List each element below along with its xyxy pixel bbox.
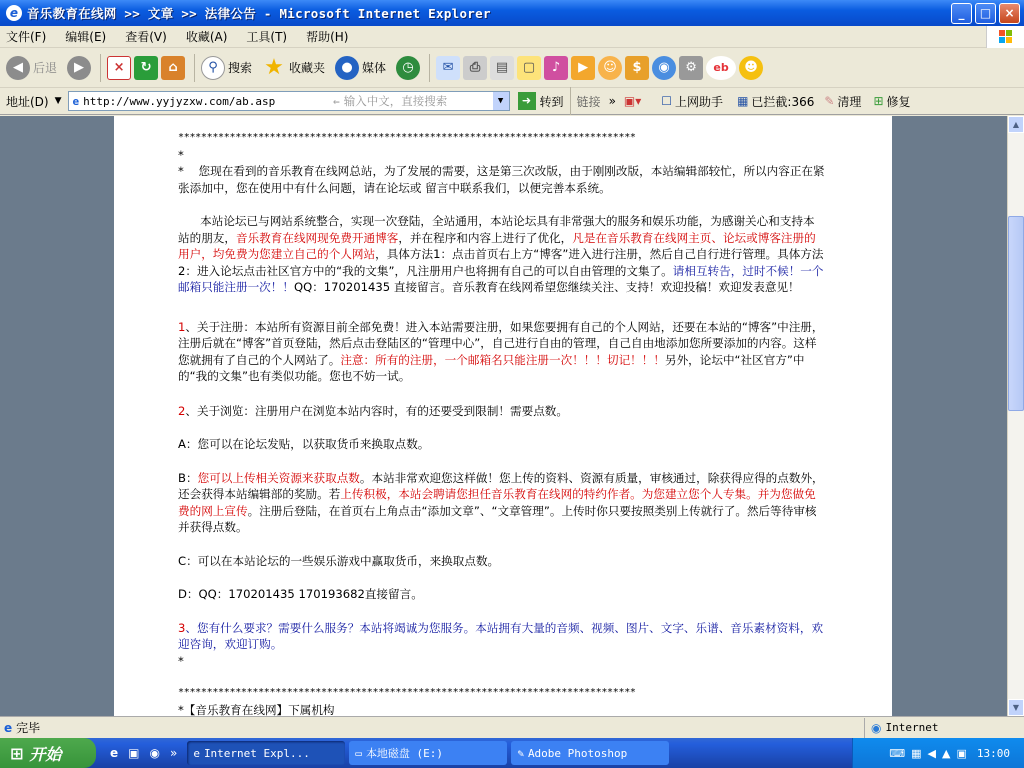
text-span: 。本站非常欢迎您这样做！您上传的资料、资源有质量，审核通过，除获得应得的点数外，还会获得本站编辑部的奖励。若 xyxy=(178,470,824,501)
windows-flag-icon: ⊞ xyxy=(10,743,24,763)
scroll-up-icon[interactable]: ▲ xyxy=(1008,116,1024,133)
repair-button[interactable]: 修复 xyxy=(886,94,911,109)
quicklaunch-ie-icon[interactable]: e xyxy=(110,746,119,760)
browse-section xyxy=(178,403,826,420)
ebay-icon[interactable]: eb xyxy=(706,56,736,80)
repair-icon[interactable]: ⊞ xyxy=(873,94,884,108)
text-span: B： xyxy=(178,470,198,485)
internet-globe-icon: ◉ xyxy=(871,720,882,735)
favorites-button[interactable]: 收藏夹 xyxy=(289,61,326,75)
status-bar xyxy=(0,716,1024,738)
section-number: 2 xyxy=(178,403,186,418)
media-icon[interactable]: ● xyxy=(335,56,359,80)
chevron-right-icon[interactable]: » xyxy=(169,746,178,760)
task-local-disk[interactable] xyxy=(349,741,507,765)
scroll-down-icon[interactable]: ▼ xyxy=(1008,699,1024,716)
blocker-icon[interactable]: ▦ xyxy=(737,94,749,108)
star-line: * xyxy=(178,147,184,162)
search-icon[interactable]: ⚲ xyxy=(201,56,225,80)
money-icon[interactable]: $ xyxy=(625,56,649,80)
option-b xyxy=(178,470,826,536)
star-line: * xyxy=(178,653,184,668)
intro-paragraph: * 您现在看到的音乐教育在线网总站，为了发展的需要，这是第三次改版，由于刚刚改版，本站编辑部较忙，所以内容正在紧张添加中，您在使用中有什么问题，请在论坛或 留言中联系我们，以便完善本系统。 xyxy=(178,164,825,195)
go-button[interactable]: 转到 xyxy=(539,94,564,109)
upload-notice: 您可以上传相关资源来获取点数 xyxy=(197,470,360,485)
search-button[interactable]: 搜索 xyxy=(228,61,253,75)
messenger-icon[interactable]: ♪ xyxy=(544,56,568,80)
quicklaunch-media-icon[interactable]: ◉ xyxy=(149,746,160,760)
start-label: 开始 xyxy=(29,744,62,764)
title-bar xyxy=(0,0,1024,26)
links-button[interactable]: 链接 xyxy=(576,94,601,109)
section-number: 1 xyxy=(178,319,186,334)
task-photoshop[interactable] xyxy=(511,741,669,765)
register-warning: 注意：所有的注册，一个邮箱名只能注册一次！！！切记！！！ xyxy=(340,352,665,367)
taskbar xyxy=(0,738,1024,768)
address-bar xyxy=(0,88,1024,115)
history-icon[interactable]: ◷ xyxy=(396,56,420,80)
status-text: 完毕 xyxy=(16,721,41,735)
maximize-button[interactable]: □ xyxy=(975,3,996,24)
search-placeholder: 输入中文，直接搜索 xyxy=(343,94,448,108)
forward-arrow-icon[interactable]: ▶ xyxy=(67,56,91,80)
section-number: 3 xyxy=(178,620,186,635)
scroll-thumb[interactable] xyxy=(1008,216,1024,411)
affiliates-heading: *【音乐教育在线网】下属机构 xyxy=(178,702,335,716)
clean-button[interactable]: 清理 xyxy=(837,94,862,109)
service-text: 、您有什么要求？需要什么服务？本站将竭诚为您服务。本站拥有大量的音频、视频、图片、文字、乐谱、音乐素材资料，欢迎咨询，欢迎订购。 xyxy=(178,620,824,651)
clock[interactable]: 13:00 xyxy=(976,746,1010,760)
option-d: D：QQ：170201435 170193682直接留言。 xyxy=(178,587,423,601)
page-viewport xyxy=(0,116,1007,716)
discuss-icon[interactable]: ▢ xyxy=(517,56,541,80)
blog-link[interactable]: 音乐教育在线网现免费开通博客 xyxy=(235,230,399,245)
back-arrow-icon[interactable]: ◀ xyxy=(6,56,30,80)
toolbar-divider xyxy=(194,54,195,82)
left-arrow-icon: ⇐ xyxy=(333,94,340,108)
start-button[interactable] xyxy=(0,738,96,768)
window-title: 音乐教育在线网 >> 文章 >> 法律公告 - Microsoft Internet Explorer xyxy=(27,6,491,21)
text-span: 、关于浏览：注册用户在浏览本站内容时，有的还要受到限制！需要点数。 xyxy=(185,403,568,418)
dropdown-arrow-icon[interactable]: ▼ xyxy=(493,92,509,110)
system-tray xyxy=(852,738,1024,768)
vertical-scrollbar[interactable] xyxy=(1007,116,1024,716)
back-button[interactable]: 后退 xyxy=(33,61,58,75)
text-span: ，并在程序和内容上进行了优化， xyxy=(398,230,573,245)
option-c: C：可以在本站论坛的一些娱乐游戏中赢取货币，来换取点数。 xyxy=(178,553,500,568)
network-icon[interactable]: ▣ xyxy=(956,746,967,760)
standard-toolbar xyxy=(0,48,1024,88)
star-divider: ******************************************************************************** xyxy=(178,132,636,143)
article-page xyxy=(114,116,892,716)
photoshop-icon: ✎ xyxy=(517,746,524,760)
refresh-icon[interactable]: ↻ xyxy=(134,56,158,80)
text-span: QQ：170201435 直接留言。音乐教育在线网希望您继续关注、支持！欢迎投稿！欢迎发表意见！ xyxy=(293,280,800,294)
tab-icon[interactable]: ▣▾ xyxy=(623,94,642,108)
player-icon[interactable]: ▶ xyxy=(571,56,595,80)
address-url: http://www.yyjyzxw.com/ab.asp xyxy=(83,94,276,108)
home-icon[interactable]: ⌂ xyxy=(161,56,185,80)
author-notice: 上传积极，本站会聘请您担任音乐教育在线网的特约作者。为您建立您个人专集。并为您做免费的网上宣传 xyxy=(178,487,816,518)
text-span: 。注册后登陆，在首页右上角点击“添加文章”、“文章管理”。上传时你只要按照类别上传就行了。然后等待审核并获得点数。 xyxy=(178,503,817,534)
toolbar-divider xyxy=(429,54,430,82)
address-label: 地址(D) xyxy=(6,94,49,109)
ie-icon: e xyxy=(193,746,200,760)
text-span: 、关于注册：本站所有资源目前全部免费！进入本站需要注册，如果您要拥有自己的个人网站，还要在本站的“博客”中注册，注册后就在“博客”首页登陆，然后点击登陆区的“管理中心”，自己进行自由的管理，自己自由地添加您所要添加的内容。这样您就拥有了自己的个人网站了。 xyxy=(178,319,824,367)
integration-paragraph xyxy=(178,213,826,296)
toolbar-divider xyxy=(100,54,101,82)
menu-edit[interactable]: 编辑(E) xyxy=(65,30,107,44)
page-icon: e xyxy=(72,94,80,108)
broom-icon[interactable]: ✎ xyxy=(824,94,835,108)
share-notice: 请相互转告，过时不候！一个邮箱只能注册一次！！ xyxy=(178,263,824,294)
text-span: 本站论坛已与网站系统整合，实现一次登陆，全站通用，本站论坛具有非常强大的服务和娱乐功能，为感谢关心和支持本站的朋友， xyxy=(178,214,815,245)
register-section xyxy=(178,319,826,385)
edit-icon[interactable]: ▤ xyxy=(490,56,514,80)
menu-favorites[interactable]: 收藏(A) xyxy=(185,30,228,44)
blocked-count[interactable]: 已拦截:366 xyxy=(751,94,815,109)
menu-bar xyxy=(0,26,1024,48)
stop-icon[interactable]: × xyxy=(107,56,131,80)
task-label: 本地磁盘 (E:) xyxy=(365,747,444,760)
mail-icon[interactable]: ✉ xyxy=(436,56,460,80)
tray-collapse-icon[interactable]: ◀ xyxy=(927,746,936,760)
menu-file[interactable]: 文件(F) xyxy=(6,30,47,44)
star-divider: ******************************************************************************** xyxy=(178,687,636,698)
input-method-icon[interactable]: ▦ xyxy=(911,746,922,760)
keyboard-icon[interactable]: ⌨ xyxy=(889,746,906,760)
task-label: Adobe Photoshop xyxy=(527,746,628,760)
go-arrow-icon[interactable]: ➜ xyxy=(518,92,536,110)
minimize-button[interactable]: _ xyxy=(951,3,972,24)
option-a: A：您可以在论坛发贴，以获取货币来换取点数。 xyxy=(178,437,430,451)
menu-tools[interactable]: 工具(T) xyxy=(246,30,288,44)
service-section xyxy=(178,620,826,653)
menu-view[interactable]: 查看(V) xyxy=(125,30,167,44)
drive-icon: ▭ xyxy=(355,746,362,760)
text-span: ，具体方法1：点击首页右上方“博客”进入进行注册，然后自己自行进行管理。具体方法2：进入论坛点击社区官方中的“我的文集”，凡注册用户也将拥有自己的可以自由管理的文集了。 xyxy=(178,247,824,278)
chat-icon[interactable]: ☺ xyxy=(598,56,622,80)
task-internet-explorer[interactable] xyxy=(187,741,345,765)
ie-icon: e xyxy=(6,5,22,21)
toolbar-divider xyxy=(570,87,571,115)
helper-icon[interactable]: ☐ xyxy=(661,94,673,108)
windows-logo-icon xyxy=(986,26,1024,48)
media-button[interactable]: 媒体 xyxy=(362,61,387,75)
dropdown-arrow-icon[interactable]: ▼ xyxy=(54,96,62,106)
menu-help[interactable]: 帮助(H) xyxy=(306,30,349,44)
register-notice: 凡是在音乐教育在线网主页、论坛或博客注册的用户，均免费为您建立自己的个人网站 xyxy=(178,230,816,261)
zone-panel xyxy=(864,718,1024,738)
globe-icon[interactable]: ◉ xyxy=(652,56,676,80)
tools-icon[interactable]: ⚙ xyxy=(679,56,703,80)
zone-text: Internet xyxy=(885,721,939,734)
chevron-right-icon[interactable]: » xyxy=(608,94,616,108)
task-label: Internet Expl... xyxy=(203,746,310,760)
close-button[interactable]: × xyxy=(999,3,1020,24)
security-icon[interactable]: ▲ xyxy=(942,746,951,760)
smiley-icon[interactable]: ☻ xyxy=(739,56,763,80)
online-helper-button[interactable]: 上网助手 xyxy=(675,94,724,109)
quicklaunch-explorer-icon[interactable]: ▣ xyxy=(128,746,140,760)
print-icon[interactable]: ⎙ xyxy=(463,56,487,80)
favorites-star-icon[interactable]: ★ xyxy=(264,55,284,80)
text-span: 另外，论坛中“社区官方”中的“我的文集”也有类似功能。您也不妨一试。 xyxy=(178,352,805,383)
page-done-icon: e xyxy=(4,720,13,735)
address-input[interactable] xyxy=(68,91,510,111)
